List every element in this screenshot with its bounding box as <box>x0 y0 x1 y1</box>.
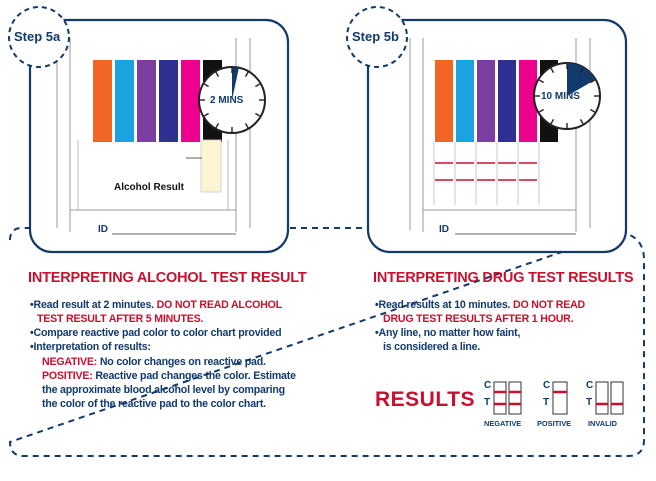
positive-caption: POSITIVE <box>537 419 572 428</box>
step-b-timer-label: 10 MINS <box>541 91 580 102</box>
alcohol-bullet-1: •Read result at 2 minutes. DO NOT READ ALCOHOL <box>30 299 282 311</box>
pos-t-label: T <box>543 397 550 408</box>
alcohol-positive-cont-2: the color of the reactive pad to the color chart. <box>42 398 266 410</box>
step-a-id-label: ID <box>98 224 108 235</box>
step-b-panel <box>368 20 626 252</box>
reagent-pad <box>435 60 453 142</box>
alcohol-negative: NEGATIVE: No color changes on reactive pad. <box>42 356 266 368</box>
result-strip-invalid <box>596 382 623 414</box>
neg-c-label: C <box>484 380 492 391</box>
invalid-caption: INVALID <box>588 419 618 428</box>
pos-c-label: C <box>543 380 551 391</box>
alcohol-result-pad <box>201 140 221 192</box>
neg-t-label: T <box>484 397 491 408</box>
alcohol-bullet-1-cont: TEST RESULT AFTER 5 MINUTES. <box>37 313 204 325</box>
alcohol-positive-cont-1: the approximate blood alcohol level by comparing <box>42 384 285 396</box>
step-b-id-label: ID <box>439 224 449 235</box>
alcohol-bullet-2: •Compare reactive pad color to color chart provided <box>30 327 282 339</box>
drug-heading: INTERPRETING DRUG TEST RESULTS <box>373 270 634 286</box>
step-a-timer-label: 2 MINS <box>210 95 244 106</box>
inv-t-label: T <box>586 397 593 408</box>
reagent-pad <box>477 60 495 142</box>
alcohol-heading: INTERPRETING ALCOHOL TEST RESULT <box>28 270 307 286</box>
reagent-pad <box>115 60 134 142</box>
alcohol-bullet-3: •Interpretation of results: <box>30 341 151 353</box>
negative-caption: NEGATIVE <box>484 419 522 428</box>
drug-bullet-2: •Any line, no matter how faint, <box>375 327 521 339</box>
reagent-pad <box>456 60 474 142</box>
drug-bullet-2-cont: is considered a line. <box>383 341 481 353</box>
step-b-label: Step 5b <box>352 29 399 44</box>
alcohol-positive: POSITIVE: Reactive pad changes the color. Estimate <box>42 370 296 382</box>
inv-c-label: C <box>586 380 594 391</box>
alcohol-result-label: Alcohol Result <box>114 182 185 193</box>
reagent-pad <box>159 60 178 142</box>
result-strip-positive <box>553 382 567 414</box>
step-a-panel <box>30 20 288 252</box>
reagent-pad <box>498 60 516 142</box>
results-title: RESULTS <box>375 388 475 411</box>
result-strip-negative <box>494 382 521 414</box>
reagent-pad <box>137 60 156 142</box>
step-a-label: Step 5a <box>14 29 61 44</box>
reagent-pad <box>93 60 112 142</box>
drug-bullet-1-cont: DRUG TEST RESULTS AFTER 1 HOUR. <box>383 313 574 325</box>
drug-bullet-1: •Read results at 10 minutes. DO NOT READ <box>375 299 586 311</box>
reagent-pad <box>181 60 200 142</box>
